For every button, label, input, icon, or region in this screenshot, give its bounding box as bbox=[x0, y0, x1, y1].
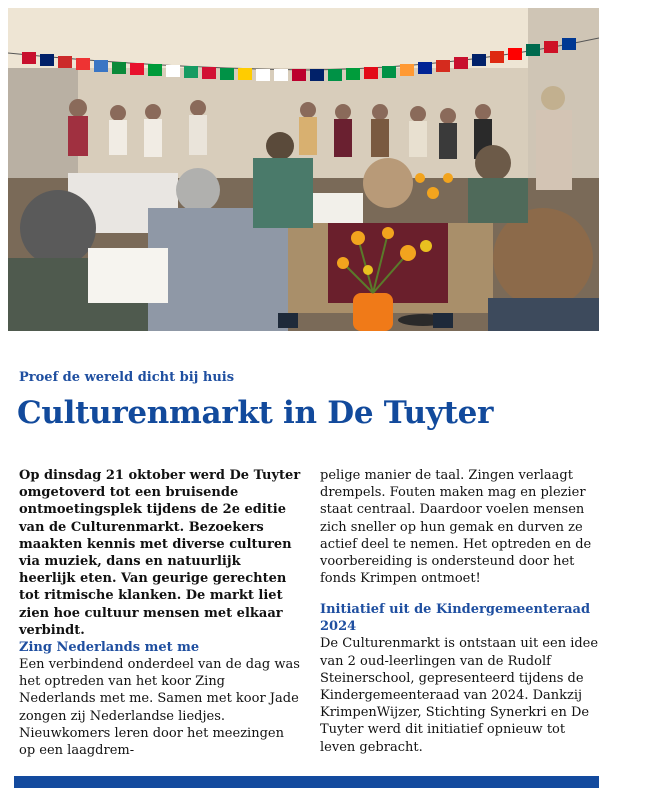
section-heading-initiatief: Initiatief uit de Kindergemeenteraad 2024 bbox=[320, 602, 591, 635]
section-heading-zing: Zing Nederlands met me bbox=[19, 640, 200, 656]
section-body-zing-part2: pelige manier de taal. Zingen verlaagt drempels. Fouten maken mag en plezier staat centraal. Daardoor voelen mensen zich sneller op hun gemak en durven ze actief deel te nemen. Het optreden en de voorbereiding is ondersteund door het fonds Krimpen ontmoet! bbox=[320, 468, 592, 587]
article-lead: Op dinsdag 21 oktober werd De Tuyter omgetoverd tot een bruisende ontmoetingsplek tijdens de 2e editie van de Culturenmarkt. Bezoekers maakten kennis met diverse culturen via muziek, dans en natuurlijk heerlijk eten. Van geurige gerechten tot ritmische klanken. De markt liet zien hoe cultuur mensen met elkaar verbindt. bbox=[19, 468, 301, 638]
article-photo bbox=[8, 8, 599, 331]
section-body-zing-part1: Een verbindend onderdeel van de dag was het optreden van het koor Zing Nederlands met me. Samen met koor Jade zongen zij Nederlandse liedjes. Nieuwkomers leren door het meezingen op een laagdrem- bbox=[19, 657, 300, 759]
article-headline: Culturenmarkt in De Tuyter bbox=[17, 395, 494, 431]
section-body-initiatief: De Culturenmarkt is ontstaan uit een idee van 2 oud-leerlingen van de Rudolf Steinerschool, gepresenteerd tijdens de Kindergemeenteraad van 2024. Dankzij KrimpenWijzer, Stichting Synerkri en De Tuyter werd dit initiatief opnieuw tot leven gebracht. bbox=[320, 636, 599, 755]
article-column-right bbox=[320, 467, 602, 756]
article-column-left bbox=[19, 467, 301, 759]
article-kicker: Proef de wereld dicht bij huis bbox=[19, 370, 235, 385]
footer-accent-bar bbox=[14, 776, 599, 788]
